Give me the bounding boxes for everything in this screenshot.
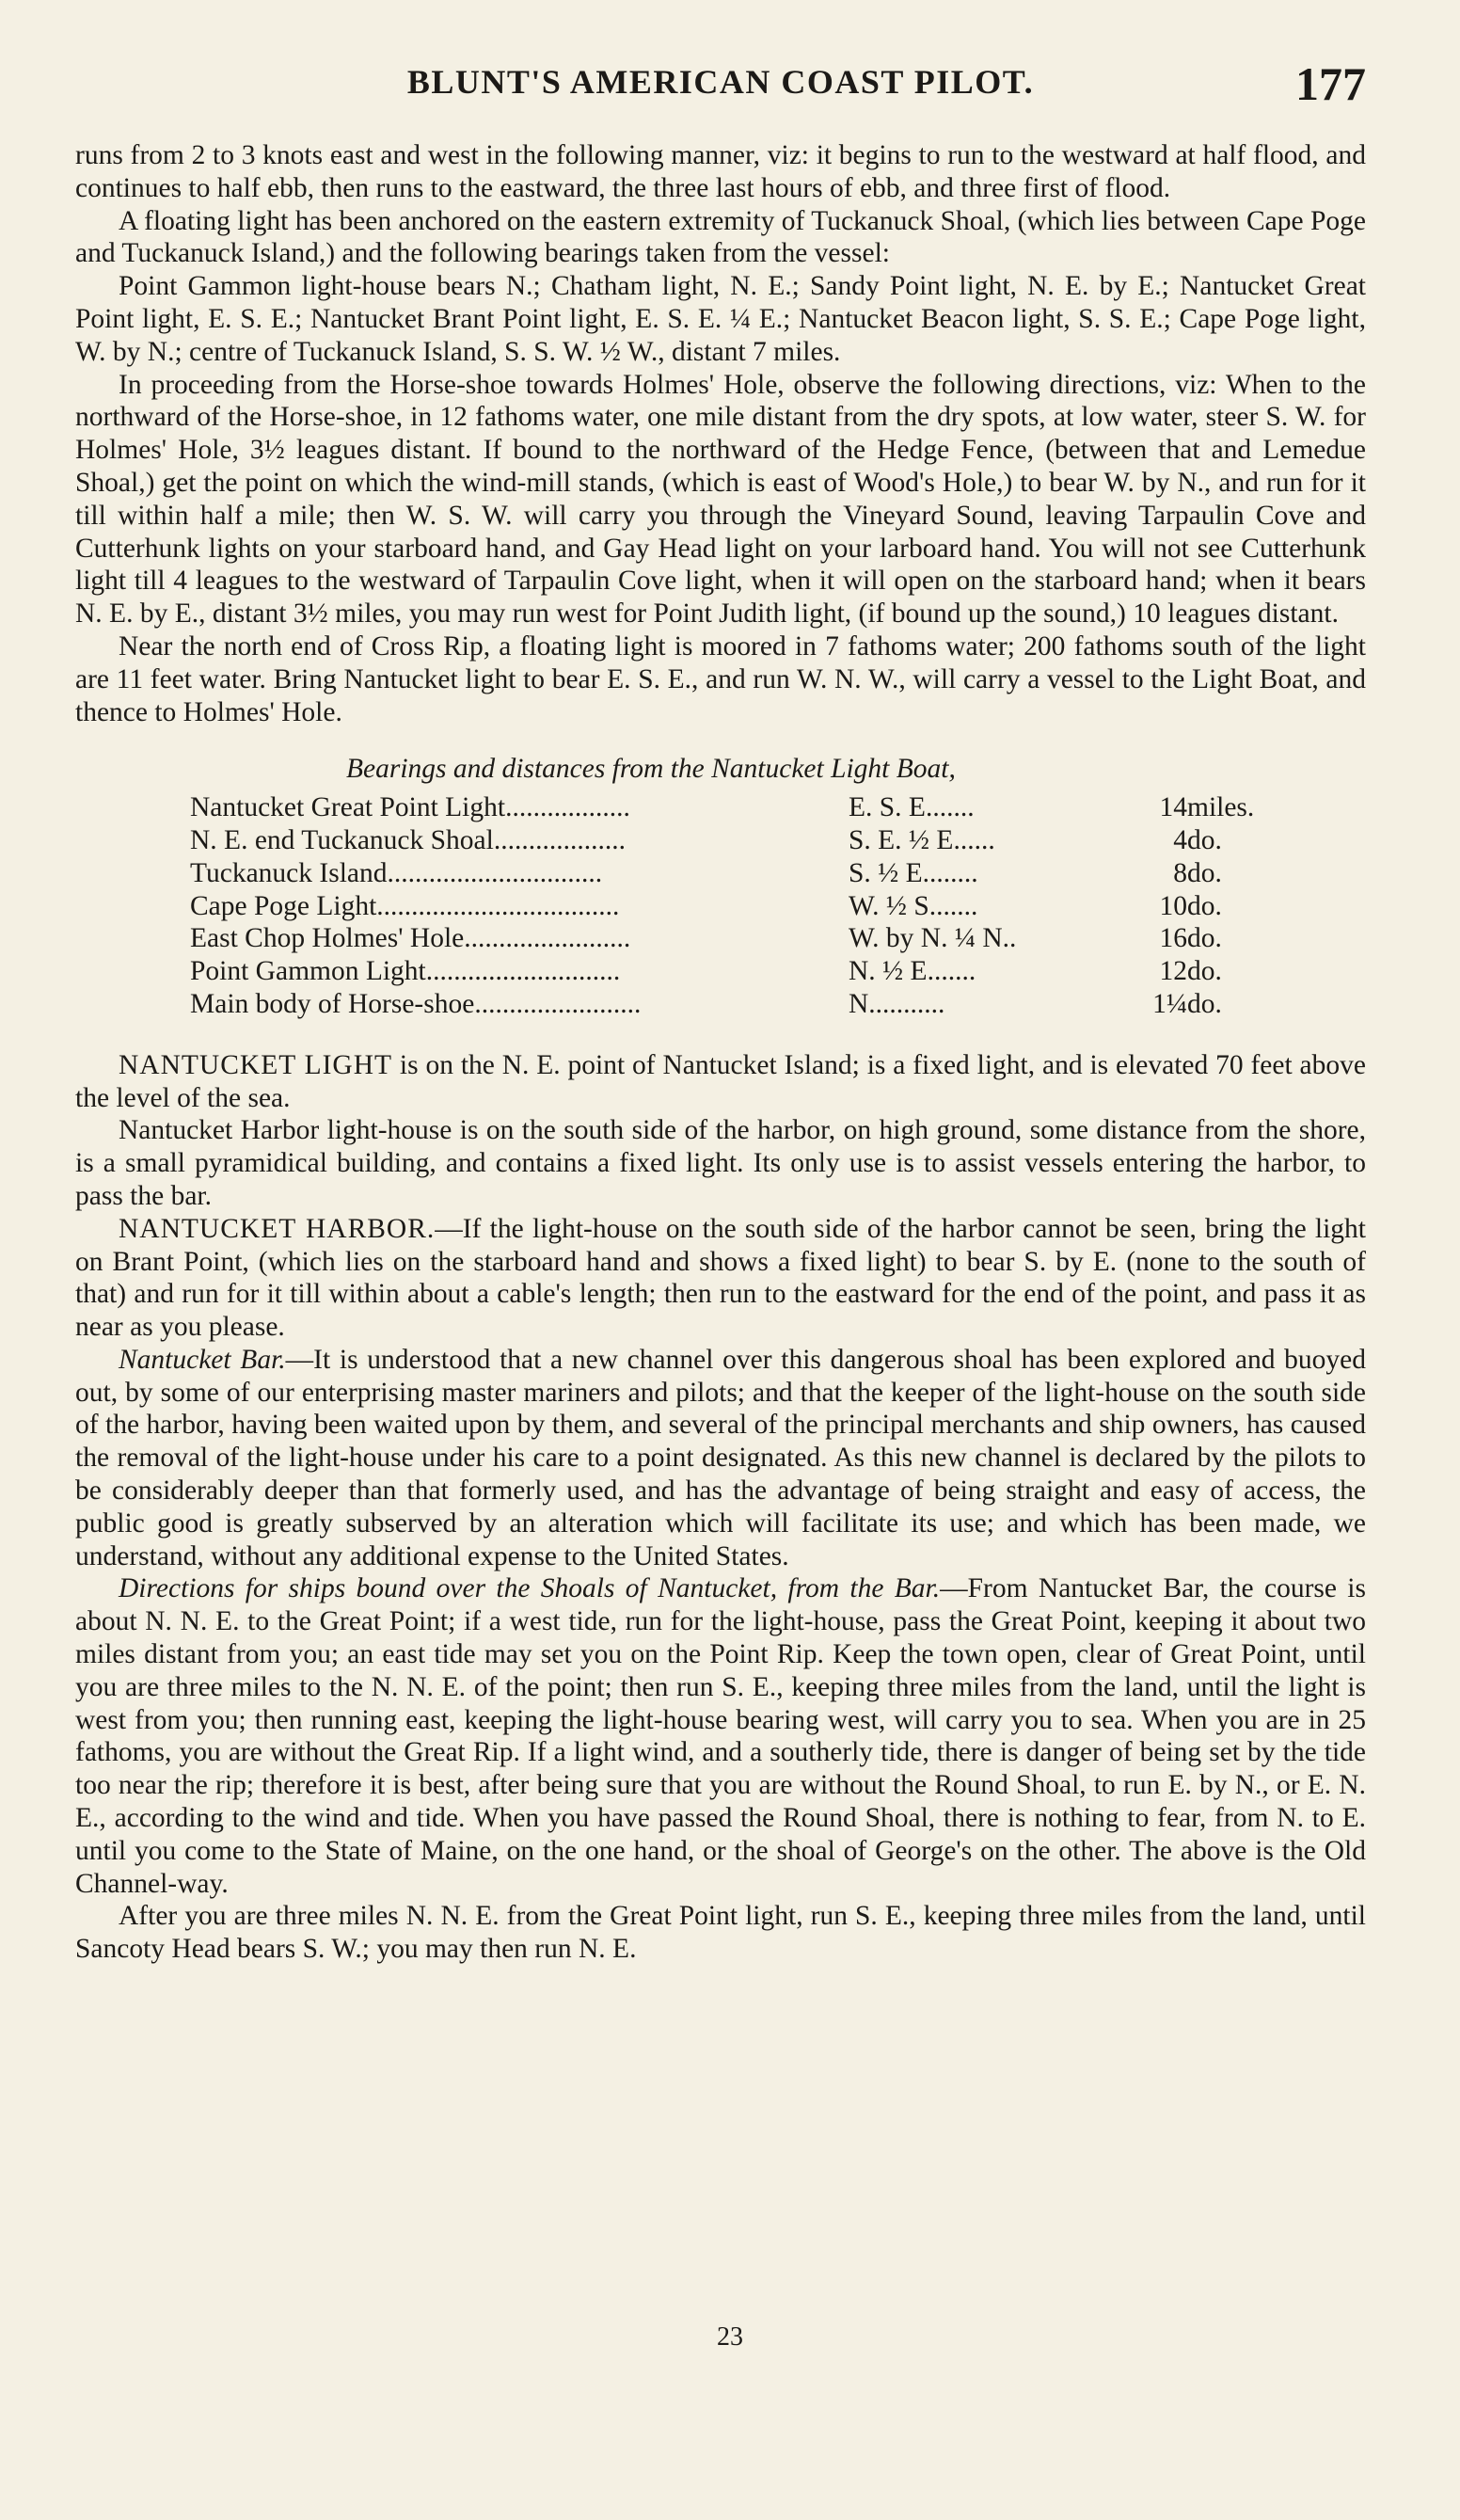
place-cell: Point Gammon Light............................ [190, 956, 621, 987]
bearing-cell: W. ½ S....... [849, 890, 978, 921]
section-lead: Directions for ships bound over the Shoals of Nantucket, from the Bar. [119, 1573, 941, 1604]
table-row [190, 955, 1347, 988]
bearing-cell: E. S. E....... [849, 792, 975, 823]
unit-cell: do. [1187, 890, 1222, 921]
paragraph: A floating light has been anchored on the eastern extremity of Tuckanuck Shoal, (which lies between Cape Poge and Tuckanuck Island,) and the following bearings taken from the vessel: [75, 205, 1366, 269]
running-title: BLUNT'S AMERICAN COAST PILOT. [406, 63, 1035, 101]
paragraph-nantucket-harbor [75, 1213, 1366, 1344]
bearing-cell: S. E. ½ E...... [849, 824, 995, 855]
bearings-table [190, 791, 1347, 1021]
table-row [190, 791, 1347, 824]
paragraph-nantucket-bar [75, 1344, 1366, 1573]
table-row [190, 857, 1347, 890]
unit-cell: do. [1187, 857, 1222, 888]
distance-cell: 4 [1173, 824, 1187, 855]
unit-cell: miles. [1187, 792, 1255, 823]
place-cell: Tuckanuck Island............................... [190, 857, 603, 888]
place-cell: East Chop Holmes' Hole........................ [190, 923, 631, 954]
bearing-cell: W. by N. ¼ N.. [849, 923, 1017, 954]
paragraph-nantucket-light [75, 1049, 1366, 1115]
paragraph: In proceeding from the Horse-shoe towards Holmes' Hole, observe the following directions, viz: When to the northward of the Horse-shoe, in 12 fathoms water, one mile distant from the dry spots, at low water, steer S. W. for Holmes' Hole, 3½ leagues distant. If bound to the northward of the Hedge Fence, (between that and Lemedue Shoal,) get the point on which the wind-mill stands, (which is east of Wood's Hole,) to bear W. by N., and run for it till within half a mile; then W. S. W. will carry you through the Vineyard Sound, leaving Tarpaulin Cove and Cutterhunk lights on your starboard hand, and Gay Head light on your larboard hand. You will not see Cutterhunk light till 4 leagues to the westward of Tarpaulin Cove light, when it will open on the starboard hand; when it bears N. E. by E., distant 3½ miles, you may run west for Point Judith light, (if bound up the sound,) 10 leagues distant. [75, 369, 1366, 630]
place-cell: Nantucket Great Point Light.................. [190, 792, 630, 823]
body-text [75, 139, 1366, 1966]
paragraph: runs from 2 to 3 knots east and west in the following manner, viz: it begins to run to the westward at half flood, and continues to half ebb, then runs to the eastward, the three last hours of ebb, and three first of flood. [75, 140, 1366, 203]
table-row [190, 988, 1347, 1021]
paragraph-text: —If the light-house on the south side of the harbor cannot be seen, bring the light on Brant Point, (which lies on the starboard hand and shows a fixed light) to bear S. by E. (none to the south of that) and run for it till within about a cable's length; then run to the eastward for the end of the point, and pass it as near as you please. [75, 1213, 1366, 1343]
place-cell: Cape Poge Light................................... [190, 890, 620, 921]
section-lead: NANTUCKET LIGHT [119, 1049, 393, 1080]
paragraph-text: is on the N. E. point of Nantucket Island; is a fixed light, and is elevated 70 feet above the level of the sea. [75, 1049, 1366, 1113]
bearing-cell: N. ½ E....... [849, 956, 976, 987]
paragraph-text: —It is understood that a new channel over this dangerous shoal has been explored and buoyed out, by some of our enterprising master mariners and pilots; and that the keeper of the light-house on the south side of the harbor, having been waited upon by them, and several of the principal merchants and ship owners, has caused the removal of the light-house under his care to a point designated. As this new channel is declared by the pilots to be considerably deeper than that formerly used, and has the advantage of being straight and easy of access, the public good is greatly subserved by an alteration which will facilitate its use; and which has been made, we understand, without any additional expense to the United States. [75, 1344, 1366, 1571]
unit-cell: do. [1187, 923, 1222, 954]
distance-cell: 16 [1159, 923, 1187, 954]
unit-cell: do. [1187, 824, 1222, 855]
unit-cell: do. [1187, 988, 1222, 1019]
table-row [190, 890, 1347, 923]
distance-cell: 1¼ [1152, 988, 1187, 1019]
distance-cell: 8 [1173, 857, 1187, 888]
page-number: 177 [1295, 57, 1366, 110]
place-cell: Main body of Horse-shoe........................ [190, 988, 642, 1019]
paragraph-directions [75, 1572, 1366, 1900]
signature-mark: 23 [717, 2322, 743, 2352]
paragraph-text: —From Nantucket Bar, the course is about N. N. E. to the Great Point; if a west tide, run for the light-house, pass the Great Point, keeping it about two miles distant from you; an east tide may set you on the Point Rip. Keep the town open, clear of Great Point, until you are three miles to the N. N. E. of the point; then run S. E., keeping three miles from the land, until the light is west from you; then running east, keeping the light-house bearing west, will carry you to sea. When you are in 25 fathoms, you are without the Great Rip. If a light wind, and a southerly tide, there is danger of being set by the tide too near the rip; therefore it is best, after being sure that you are without the Round Shoal, to run E. by N., or E. N. E., according to the wind and tide. When you have passed the Round Shoal, there is nothing to fear, from N. to E. until you come to the State of Maine, on the one hand, or the shoal of George's on the other. The above is the Old Channel-way. [75, 1573, 1366, 1899]
section-lead: NANTUCKET HARBOR. [119, 1213, 436, 1244]
table-caption: Bearings and distances from the Nantucket Light Boat, [346, 754, 956, 785]
paragraph: Near the north end of Cross Rip, a floating light is moored in 7 fathoms water; 200 fathoms south of the light are 11 feet water. Bring Nantucket light to bear E. S. E., and run W. N. W., will carry a vessel to the Light Boat, and thence to Holmes' Hole. [75, 630, 1366, 727]
place-cell: N. E. end Tuckanuck Shoal................... [190, 824, 626, 855]
paragraph: After you are three miles N. N. E. from the Great Point light, run S. E., keeping three miles from the land, until Sancoty Head bears S. W.; you may then run N. E. [75, 1901, 1366, 1965]
distance-cell: 10 [1159, 890, 1187, 921]
spacer [75, 1021, 1366, 1049]
bearing-cell: N........... [849, 988, 945, 1019]
unit-cell: do. [1187, 956, 1222, 987]
paragraph: Nantucket Harbor light-house is on the south side of the harbor, on high ground, some distance from the shore, is a small pyramidical building, and contains a fixed light. Its only use is to assist vessels entering the harbor, to pass the bar. [75, 1115, 1366, 1211]
paragraph: Point Gammon light-house bears N.; Chatham light, N. E.; Sandy Point light, N. E. by E.; Nantucket Great Point light, E. S. E.; Nantucket Brant Point light, E. S. E. ¼ E.; Nantucket Beacon light, S. S. E.; Cape Poge light, W. by N.; centre of Tuckanuck Island, S. S. W. ½ W., distant 7 miles. [75, 271, 1366, 367]
distance-cell: 12 [1159, 956, 1187, 987]
section-lead: Nantucket Bar. [119, 1344, 286, 1375]
distance-cell: 14 [1159, 792, 1187, 823]
page-header [75, 58, 1366, 115]
table-row [190, 922, 1347, 955]
table-row [190, 824, 1347, 857]
bearing-cell: S. ½ E........ [849, 857, 978, 888]
